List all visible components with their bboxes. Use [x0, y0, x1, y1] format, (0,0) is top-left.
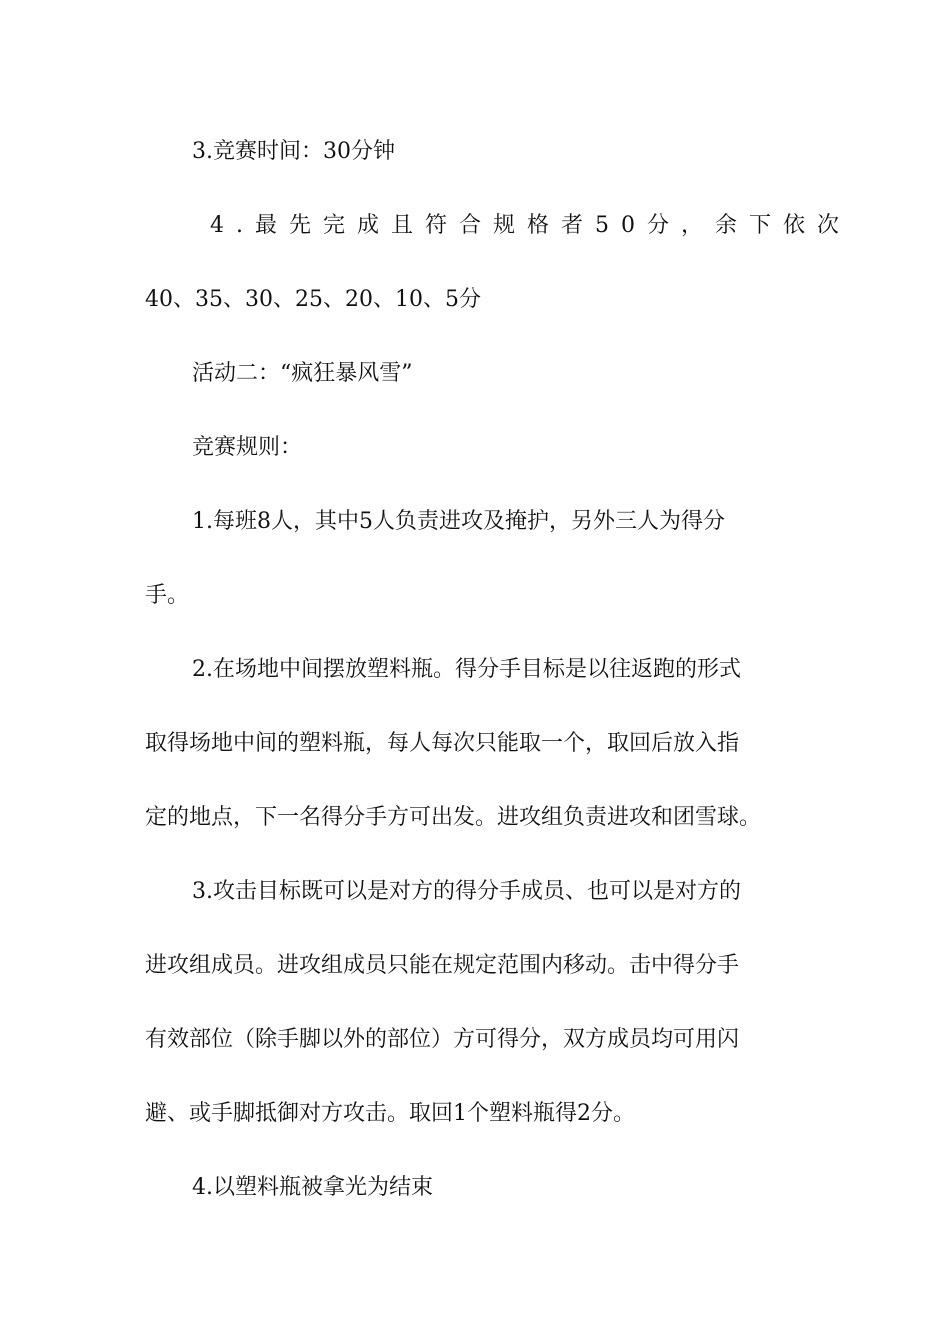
activity-two-title: 活动二：“疯狂暴风雪” [192, 361, 413, 386]
rule-1-line-2: 手。 [145, 583, 190, 608]
rule-3-line-2: 进攻组成员。进攻组成员只能在规定范围内移动。击中得分手 [145, 953, 740, 978]
paragraph-scoring-line-1 [210, 211, 851, 241]
rule-1-line-1: 1.每班8人，其中5人负责进攻及掩护，另外三人为得分 [192, 509, 725, 534]
rule-3-line-1: 3.攻击目标既可以是对方的得分手成员、也可以是对方的 [192, 879, 741, 904]
rule-2-line-2: 取得场地中间的塑料瓶，每人每次只能取一个，取回后放入指 [145, 731, 740, 756]
paragraph-competition-time: 3.竞赛时间：30分钟 [192, 139, 395, 164]
rule-3-line-3: 有效部位（除手脚以外的部位）方可得分，双方成员均可用闪 [145, 1027, 740, 1052]
paragraph-scoring-line-2: 40、35、30、25、20、10、5分 [145, 287, 481, 312]
scoring-line-1-text: 4.最先完成且符合规格者50分，余下依次 [210, 213, 851, 238]
rule-4-line-1: 4.以塑料瓶被拿光为结束 [192, 1175, 433, 1200]
rule-2-line-1: 2.在场地中间摆放塑料瓶。得分手目标是以往返跑的形式 [192, 657, 741, 682]
competition-rules-heading: 竞赛规则： [192, 435, 303, 460]
rule-2-line-3: 定的地点，下一名得分手方可出发。进攻组负责进攻和团雪球。 [145, 805, 762, 830]
rule-3-line-4: 避、或手脚抵御对方攻击。取回1个塑料瓶得2分。 [145, 1101, 635, 1126]
